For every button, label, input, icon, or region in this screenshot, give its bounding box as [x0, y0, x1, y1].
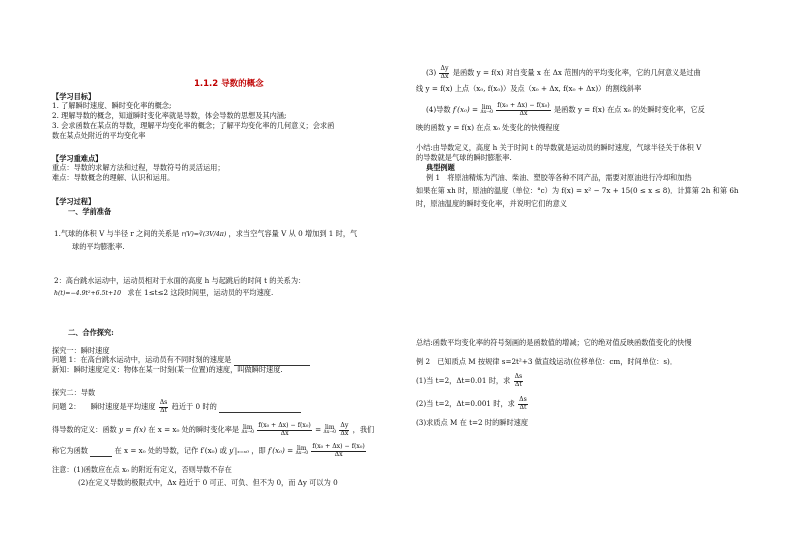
explore-2: 探究二：导数: [52, 388, 96, 397]
example-2-q3: (3)求质点 M 在 t=2 时的瞬时速度: [416, 418, 529, 427]
answer-blank-2[interactable]: [219, 402, 301, 413]
page-title: 1.1.2 导数的概念: [194, 79, 264, 89]
example-1: 例 1 将原油精炼为汽油、柴油、塑胶等各种不同产品，需要对原油进行冷却和加热: [426, 173, 692, 182]
example-1-cont-2: 时，原油温度的瞬时变化率，并说明它们的意义: [416, 199, 567, 208]
limit-1: lim Δx→0: [241, 423, 255, 435]
objective-1: 1. 了解瞬时速度、瞬时变化率的概念;: [52, 101, 172, 110]
example-2-q2: (2)当 t=2，Δt=0.001 时，求 $\frac{\Delta s}{\Delta t}$: [416, 396, 527, 411]
question-p1: 问题 1：在高台跳水运动中，运动员有不同时刻的速度是: [52, 355, 310, 366]
examples-header: 典型例题: [426, 163, 455, 172]
ds-dt-fraction: $\frac{\Delta s}{\Delta t}$: [159, 399, 168, 414]
dy-dx-fraction-2: $\frac{\Delta y}{\Delta x}$: [440, 65, 449, 80]
key-point-1: 重点：导数的求解方法和过程，导数符号的灵活运用；: [52, 163, 225, 172]
diff-quotient-3: $\frac{\text{f(x₀ + Δx) − f(x₀)}}{\Delta x}$: [497, 102, 550, 117]
key-point-2: 难点：导数概念的理解、认识和运用。: [52, 173, 175, 182]
question-1-cont: 球的平均膨胀率.: [72, 242, 125, 251]
point-4-cont: 映的函数 y = f(x) 在点 x₀ 处变化的快慢程度: [416, 123, 560, 132]
objective-3-cont: 数在某点处附近的平均变化率: [52, 131, 146, 140]
diff-quotient-2: $\frac{\text{f(x₀ + Δx) − f(x₀)}}{\Delta x}$: [312, 443, 365, 458]
example-2: 例 2 已知质点 M 按规律 s=2t²+3 做直线运动(位移单位：cm，时间单位：s)．: [416, 357, 678, 366]
summary-2: 总结:函数平均变化率的符号刻画的是函数值的增减；它的绝对值反映函数值变化的快慢: [416, 338, 692, 347]
limit-2: lim Δx→0: [323, 423, 337, 435]
new-knowledge: 新知：瞬时速度定义：物体在某一时刻(某一位置)的速度，叫做瞬时速度.: [52, 365, 283, 374]
point-3: (3) $\frac{\Delta y}{\Delta x}$ 是函数 y = f(x) 对自变量 x 在 Δx 范围内的平均变化率，它的几何意义是过曲: [426, 65, 701, 80]
limit-4: lim Δx→0: [480, 103, 493, 115]
ds-dt-fraction-3: $\frac{\Delta s}{\Delta t}$: [519, 396, 527, 411]
note-2: (2)在定义导数的极限式中，Δx 趋近于 0 可正、可负、但不为 0，而 Δy 可以为 0: [78, 478, 338, 487]
summary-1-cont: 的导数就是气球的瞬时膨胀率.: [416, 153, 512, 162]
question-1-line: 1.气球的体积 V 与半径 r 之间的关系是 r(V)=∛(3V/4π) ，求当空气容量 V 从 0 增加到 1 时，气: [54, 229, 358, 238]
explore-1: 探究一：瞬时速度: [52, 346, 110, 355]
key-points-header: 【学习重难点】: [52, 154, 103, 163]
derivative-notation: 称它为函数 在 x = x₀ 处的导数，记作 f′(x₀) 或 y′|ₓ₌ₓ₀ ，即 f′(x₀) = lim Δx→0 $\frac{\text{f(x₀ + Δx) − f(x₀)}}{\Delta x}$: [52, 443, 365, 458]
ds-dt-fraction-2: $\frac{\Delta s}{\Delta t}$: [514, 373, 523, 388]
question-p2: 问题 2： 瞬时速度是平均速度 $\frac{\Delta s}{\Delta t}$ 趋近于 0 时的: [52, 400, 301, 414]
point-3-cont: 线 y = f(x) 上点（x₀, f(x₀)）及点（x₀ + Δx, f(x₀ + Δx)）的割线斜率: [416, 84, 642, 93]
summary-1: 小结:由导数定义，高度 h 关于时间 t 的导数就是运动员的瞬时速度，气球半径关于体积 V: [416, 143, 702, 152]
question-2-cont: h(t)=−4.9t²+6.5t+10 求在 1≤t≤2 这段时间里，运动员的平均速度.: [54, 288, 274, 297]
example-2-q1: (1)当 t=2，Δt=0.01 时，求 $\frac{\Delta s}{\Delta t}$: [416, 373, 523, 388]
objective-3: 3. 会求函数在某点的导数，理解平均变化率的概念；了解平均变化率的几何意义；会求函: [52, 121, 335, 130]
question-2-line: 2：高台跳水运动中，运动员相对于水面的高度 h 与起跳后的时间 t 的关系为：: [54, 276, 306, 285]
objectives-header: 【学习目标】: [52, 92, 96, 101]
answer-blank-3[interactable]: [90, 446, 112, 457]
derivative-definition: 得导数的定义：函数 y = f(x) 在 x = x₀ 处的瞬时变化率是 lim Δx→0 $\frac{\text{f(x₀ + Δx) − f(x₀)}}{\Delta x}$ = lim Δx→0 $\frac{\Delta y}{\Delta x}$ ，我们: [52, 422, 375, 437]
diff-quotient-1: $\frac{\text{f(x₀ + Δx) − f(x₀)}}{\Delta x}$: [258, 422, 311, 437]
objective-2: 2. 理解导数的概念，知道瞬时变化率就是导数，体会导数的思想及其内涵;: [52, 111, 287, 120]
prep-header: 一、学前准备: [68, 207, 112, 216]
note-1: 注意：(1)函数应在点 x₀ 的附近有定义，否则导数不存在: [52, 465, 232, 474]
coop-header: 二、合作探究:: [68, 328, 114, 337]
process-header: 【学习过程】: [52, 197, 96, 206]
example-1-cont: 如果在第 xh 时，原油的温度（单位：°c）为 f(x) = x² − 7x + 15(0 ≤ x ≤ 8)．计算第 2h 和第 6h: [416, 186, 739, 195]
limit-3: lim Δx→0: [295, 444, 309, 456]
dy-dx-fraction-1: $\frac{\Delta y}{\Delta x}$: [340, 422, 349, 437]
point-4: (4)导数 f′(x₀) = lim Δx→0 $\frac{\text{f(x₀ + Δx) − f(x₀)}}{\Delta x}$ 是函数 y = f(x) 在点 x₀ 的处瞬时变化率，它反: [426, 102, 705, 117]
